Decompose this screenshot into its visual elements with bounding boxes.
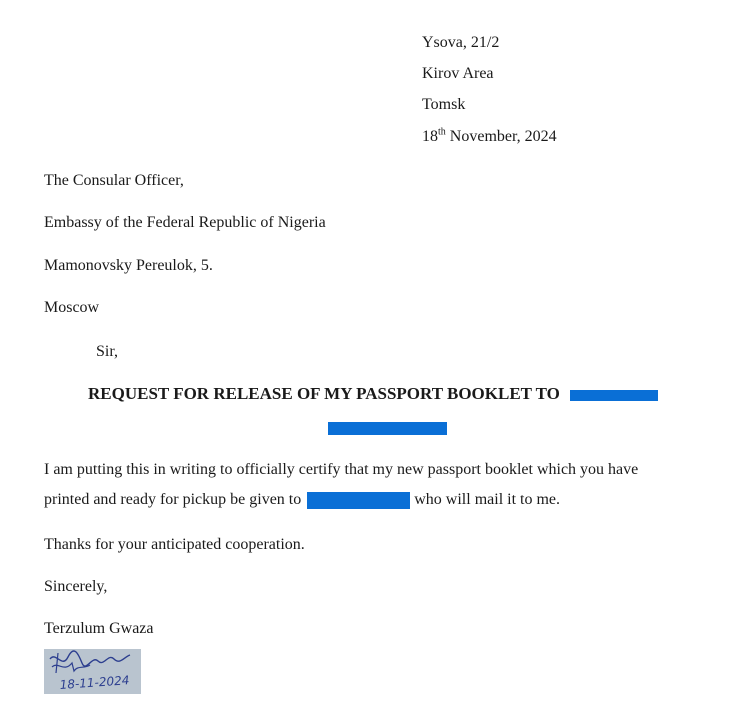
signature-scribble	[44, 649, 141, 694]
signature-image	[44, 649, 141, 694]
sender-city: Tomsk	[422, 96, 466, 113]
redaction-block	[307, 492, 410, 509]
date-day: 18	[422, 128, 438, 145]
recipient-line1: The Consular Officer,	[44, 172, 184, 189]
date-suffix: th	[438, 126, 446, 138]
recipient-line3: Mamonovsky Pereulok, 5.	[44, 257, 213, 274]
redaction-block	[570, 390, 658, 401]
body-line2-start: printed and ready for pickup be given to	[44, 491, 302, 508]
body-line2	[44, 490, 560, 510]
closing-line: Sincerely,	[44, 578, 108, 595]
subject-text: REQUEST FOR RELEASE OF MY PASSPORT BOOKLET TO	[88, 384, 560, 403]
recipient-line2: Embassy of the Federal Republic of Nigeria	[44, 214, 326, 231]
letter-date	[422, 127, 557, 147]
signature-date: 18-11-2024	[59, 673, 130, 692]
body-line2-end: who will mail it to me.	[414, 491, 561, 508]
subject-heading	[88, 384, 658, 404]
recipient-city: Moscow	[44, 299, 100, 316]
date-rest: November, 2024	[445, 128, 557, 145]
redaction-block	[328, 422, 447, 435]
sender-address-line1: Ysova, 21/2	[422, 34, 500, 51]
signatory-name: Terzulum Gwaza	[44, 620, 154, 637]
thanks-line: Thanks for your anticipated cooperation.	[44, 536, 305, 553]
sender-address-line2: Kirov Area	[422, 65, 494, 82]
body-line1: I am putting this in writing to officially certify that my new passport booklet which you have	[44, 461, 639, 478]
salutation: Sir,	[96, 343, 119, 360]
